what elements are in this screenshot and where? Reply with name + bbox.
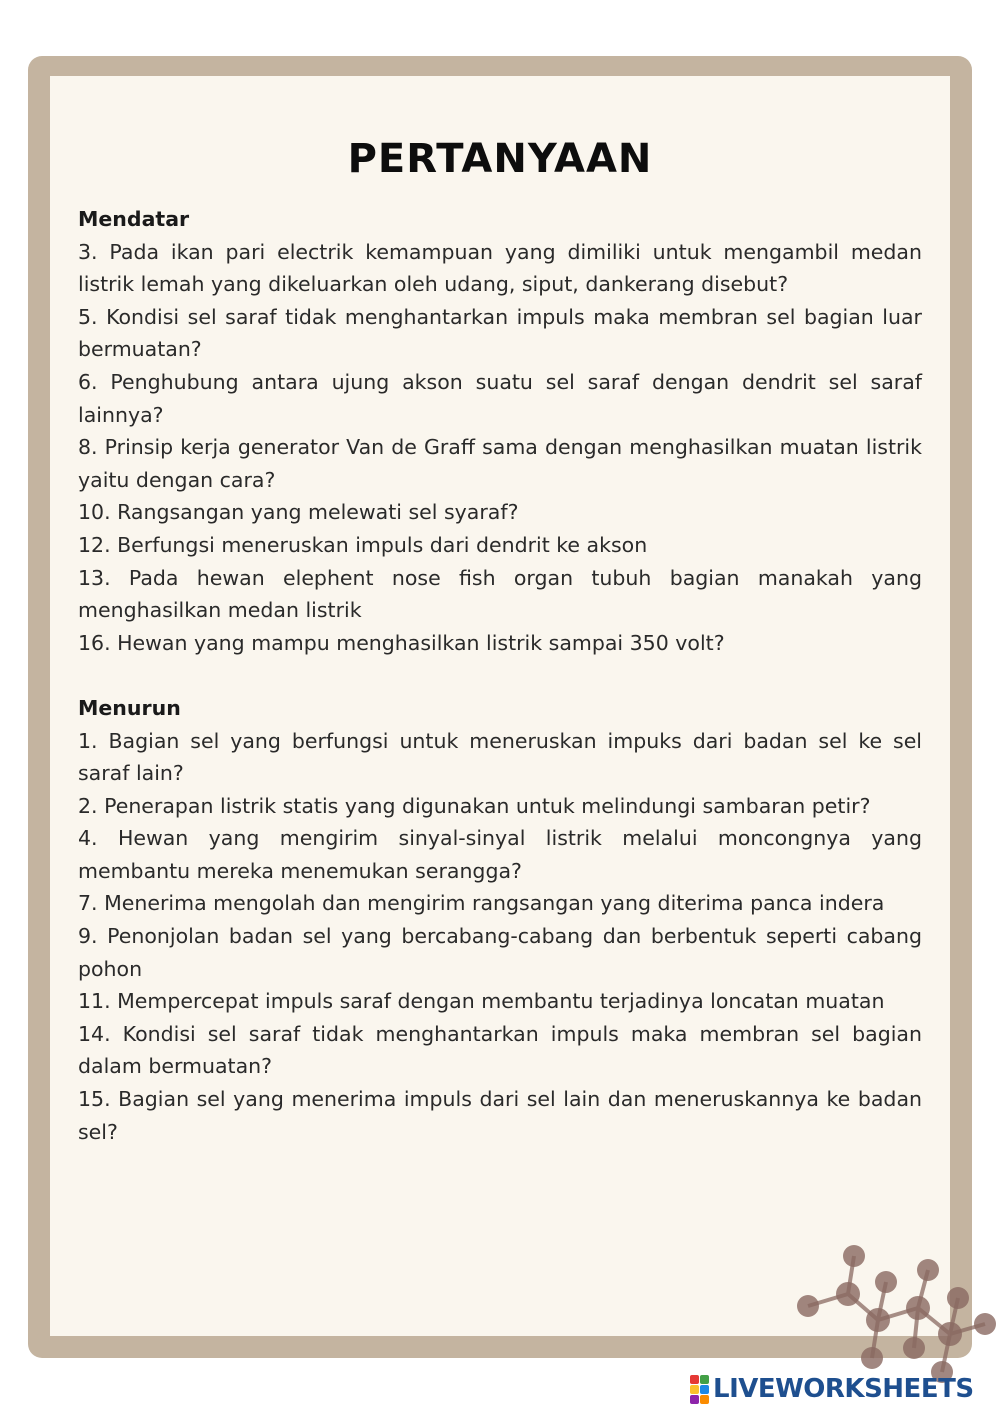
page-title: PERTANYAAN xyxy=(347,136,653,182)
question-item: 7. Menerima mengolah dan mengirim rangsangan yang diterima panca indera xyxy=(78,891,885,916)
section-spacer xyxy=(78,659,922,692)
question-item: 1. Bagian sel yang berfungsi untuk meneruskan impuks dari badan sel ke sel saraf lain? xyxy=(78,728,922,786)
section-heading-menurun: Menurun xyxy=(78,695,181,720)
liveworksheets-logo-icon xyxy=(690,1375,709,1404)
question-item: 8. Prinsip kerja generator Van de Graff sama dengan menghasilkan muatan listrik yaitu dengan cara? xyxy=(78,435,922,492)
liveworksheets-logo[interactable] xyxy=(690,1374,974,1404)
question-item: 10. Rangsangan yang melewati sel syaraf? xyxy=(78,500,519,525)
section-heading-mendatar: Mendatar xyxy=(78,207,190,231)
question-list xyxy=(78,203,922,1148)
question-item: 16. Hewan yang mampu menghasilkan listrik sampai 350 volt? xyxy=(78,630,725,655)
question-item: 5. Kondisi sel saraf tidak menghantarkan impuls maka membran sel bagian luar bermuatan? xyxy=(78,304,922,362)
molecule-icon xyxy=(790,1236,1000,1386)
question-item: 11. Mempercepat impuls saraf dengan membantu terjadinya loncatan muatan xyxy=(78,989,885,1014)
question-item: 3. Pada ikan pari electrik kemampuan yang dimiliki untuk mengambil medan listrik lemah yang dikeluarkan oleh udang, siput, dankerang disebut? xyxy=(78,239,922,297)
question-item: 4. Hewan yang mengirim sinyal-sinyal listrik melalui moncongnya yang membantu mereka menemukan serangga? xyxy=(78,826,922,883)
question-item: 2. Penerapan listrik statis yang digunakan untuk melindungi sambaran petir? xyxy=(78,793,871,818)
question-item: 9. Penonjolan badan sel yang bercabang-cabang dan berbentuk seperti cabang pohon xyxy=(78,924,922,981)
question-item: 6. Penghubung antara ujung akson suatu sel saraf dengan dendrit sel saraf lainnya? xyxy=(78,369,922,427)
question-item: 12. Berfungsi meneruskan impuls dari dendrit ke akson xyxy=(78,532,648,557)
logo-text: LIVEWORKSHEETS xyxy=(713,1374,974,1404)
question-item: 14. Kondisi sel saraf tidak menghantarkan impuls maka membran sel bagian dalam bermuatan? xyxy=(78,1021,922,1079)
question-item: 15. Bagian sel yang menerima impuls dari sel lain dan meneruskannya ke badan sel? xyxy=(78,1087,922,1144)
question-item: 13. Pada hewan elephent nose fish organ tubuh bagian manakah yang menghasilkan medan listrik xyxy=(78,565,922,623)
